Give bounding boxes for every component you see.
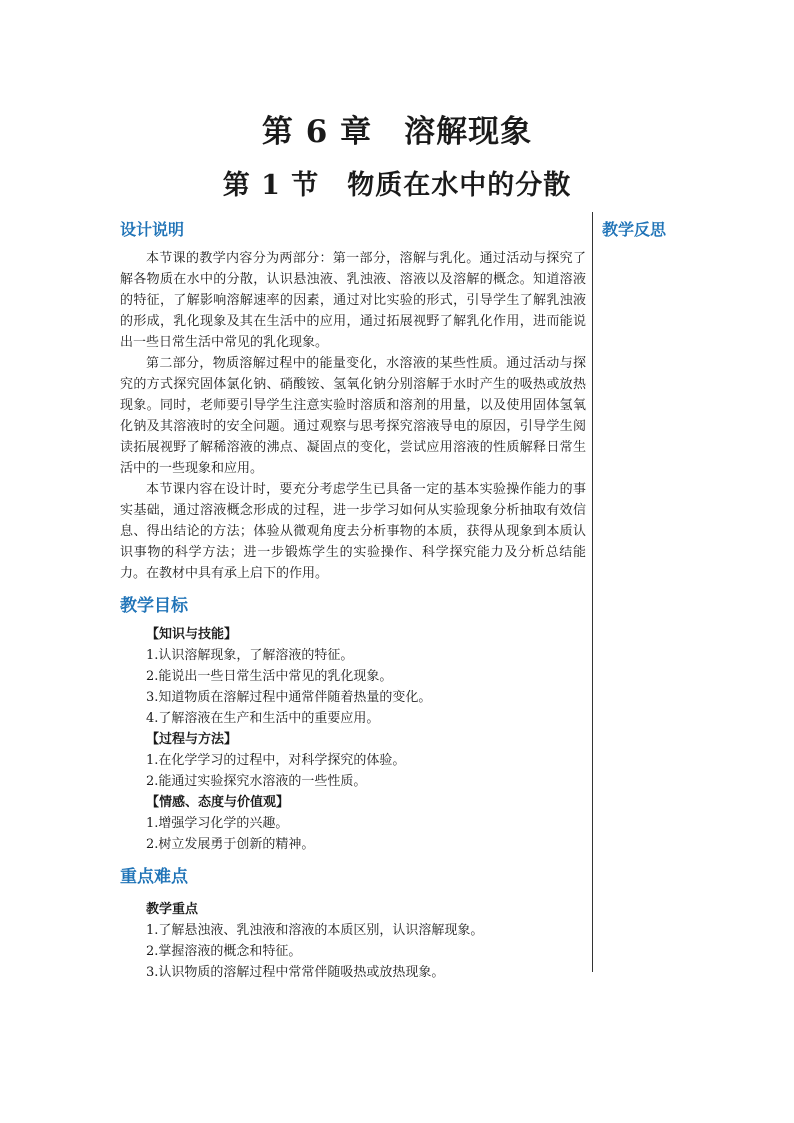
design-heading: 设计说明 [120, 220, 185, 239]
goals-knowledge-item: 2.能说出一些日常生活中常见的乳化现象。 [146, 669, 393, 684]
goals-emotion-title: 【情感、态度与价值观】 [146, 795, 290, 810]
key-points-heading: 重点难点 [120, 867, 188, 887]
goals-knowledge-title: 【知识与技能】 [146, 627, 238, 642]
design-paragraph-3: 本节课内容在设计时，要充分考虑学生已具备一定的基本实验操作能力的事实基础，通过溶液概念形成的过程，进一步学习如何从实验现象分析抽取有效信息、得出结论的方法；体验从微观角度去分析事物的本质，获得从现象到本质认识事物的科学方法；进一步锻炼学生的实验操作、科学探究能力及分析总结能力。在教材中具有承上启下的作用。 [120, 482, 586, 581]
key-point-item: 1.了解悬浊液、乳浊液和溶液的本质区别，认识溶解现象。 [146, 923, 484, 938]
goals-knowledge-item: 1.认识溶解现象，了解溶液的特征。 [146, 648, 354, 663]
chapter-title: 第 6 章 溶解现象 [261, 114, 533, 150]
section-title: 第 1 节 物质在水中的分散 [222, 170, 572, 201]
goals-knowledge-item: 4.了解溶液在生产和生活中的重要应用。 [146, 711, 380, 726]
design-paragraph-1: 本节课的教学内容分为两部分：第一部分，溶解与乳化。通过活动与探究了解各物质在水中的分散，认识悬浊液、乳浊液、溶液以及溶解的概念。知道溶液的特征，了解影响溶解速率的因素，通过对比实验的形式，引导学生了解乳浊液的形成，乳化现象及其在生活中的应用，通过拓展视野了解乳化作用，进而能说出一些日常生活中常见的乳化现象。 [120, 251, 586, 350]
main-column [120, 218, 586, 983]
goals-emotion-item: 1.增强学习化学的兴趣。 [146, 816, 289, 831]
goals-process-item: 2.能通过实验探究水溶液的一些性质。 [146, 774, 367, 789]
key-point-item: 2.掌握溶液的概念和特征。 [146, 944, 302, 959]
goals-process-title: 【过程与方法】 [146, 732, 238, 747]
column-divider [592, 212, 593, 972]
reflection-heading: 教学反思 [602, 220, 667, 239]
goals-process-item: 1.在化学学习的过程中，对科学探究的体验。 [146, 753, 406, 768]
goals-emotion-item: 2.树立发展勇于创新的精神。 [146, 837, 315, 852]
side-column [602, 218, 742, 242]
design-paragraph-2: 第二部分，物质溶解过程中的能量变化，水溶液的某些性质。通过活动与探究的方式探究固体氯化钠、硝酸铵、氢氧化钠分别溶解于水时产生的吸热或放热现象。同时，老师要引导学生注意实验时溶质和溶剂的用量，以及使用固体氢氧化钠及其溶液时的安全问题。通过观察与思考探究溶液导电的原因，引导学生阅读拓展视野了解稀溶液的沸点、凝固点的变化，尝试应用溶液的性质解释日常生活中的一些现象和应用。 [120, 356, 586, 476]
goals-heading: 教学目标 [120, 596, 188, 616]
key-point-item: 3.认识物质的溶解过程中常常伴随吸热或放热现象。 [146, 965, 445, 980]
goals-knowledge-item: 3.知道物质在溶解过程中通常伴随着热量的变化。 [146, 690, 432, 705]
key-points-sub-heading: 教学重点 [146, 902, 199, 917]
